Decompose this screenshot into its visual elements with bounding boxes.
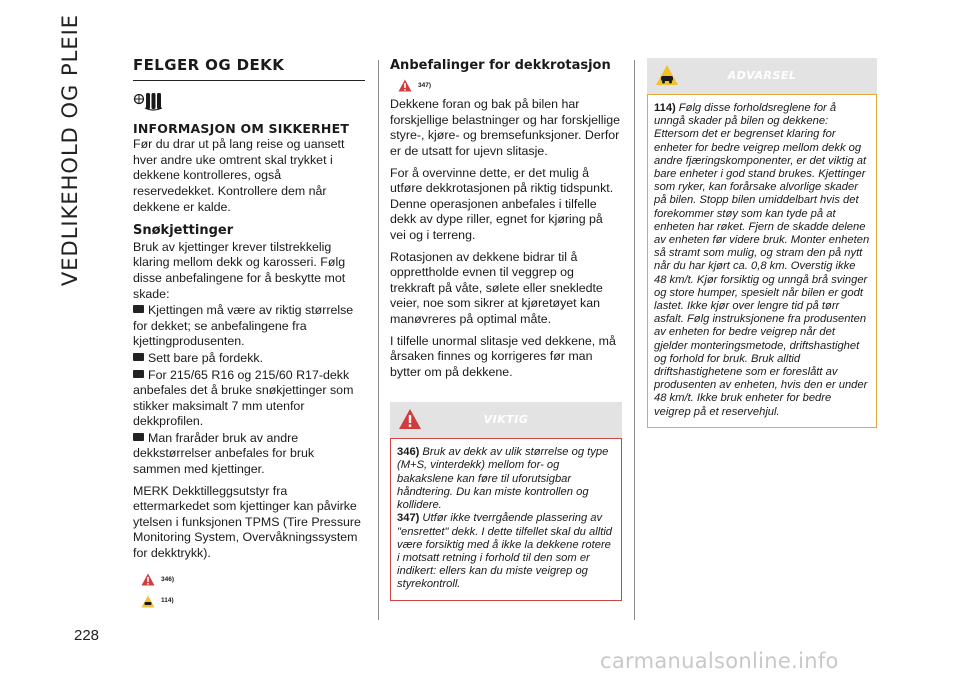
page-number: 228 (74, 627, 100, 644)
snow-chains-heading: Snøkjettinger (133, 223, 234, 239)
column-2 (390, 58, 622, 601)
side-section-title: VEDLIKEHOLD OG PLEIE (58, 13, 82, 287)
bullet-icon (133, 433, 144, 441)
advarsel-header (647, 58, 877, 94)
tire-snowflake-icon (133, 91, 365, 111)
caution-reference[interactable]: 114) (141, 593, 365, 609)
note-text: MERK Dekktilleggsutstyr fra ettermarkedet som kjettinger kan påvirke ytelsen i funksjonen TPMS (Tire Pressure Monitoring System, Overvåkningssystem for dekktrykk). (133, 483, 361, 561)
bullet-item: Man fraråder bruk av andre dekkstørrelser anbefales for bruk sammen med kjettinger. (133, 430, 315, 477)
advarsel-box (647, 58, 877, 428)
advarsel-label: ADVARSEL (727, 69, 797, 83)
viktig-item: 346) Bruk av dekk av ulik størrelse og type (M+S, vinterdekk) mellom for- og bakakslene kan føre til uforutsigbar håndtering. Du kan miste kontrollen og kollidere. (397, 446, 609, 512)
rotation-heading: Anbefalinger for dekkrotasjon (390, 58, 611, 73)
viktig-label: VIKTIG (483, 413, 529, 427)
caution-triangle-icon (141, 595, 155, 608)
bullet-item: Kjettingen må være av riktig størrelse for dekket; se anbefalingene fra kjettingprodusenten. (133, 303, 354, 349)
bullet-item: Sett bare på fordekk. (133, 351, 365, 367)
section-heading: FELGER OG DEKK (133, 58, 365, 81)
bullet-item: For 215/65 R16 og 215/60 R17-dekk anbefales det å bruke snøkjettinger som stikker maksimalt 7 mm utenfor dekkprofilen. (133, 367, 354, 429)
snow-chains-text: Bruk av kjettinger krever tilstrekkelig klaring mellom dekk og karosseri. Følg disse anbefalingene for å beskytte mot skade: (133, 239, 346, 301)
warning-reference[interactable]: 346) (141, 572, 365, 588)
paragraph: Rotasjonen av dekkene bidrar til å opprettholde evnen til veggrep og trekkraft på våte, sølete eller snekledte veier, noe som sikrer at kjøretøyet kan manøvreres på optimal måte. (390, 249, 603, 326)
paragraph: For å overvinne dette, er det mulig å utføre dekkrotasjonen på riktig tidspunkt. Denne operasjonen anbefales i tilfelle dekk av dype riller, egnet for kjøring på vei og i terreng. (390, 165, 614, 242)
bullet-icon (133, 370, 144, 378)
column-1 (133, 58, 365, 609)
paragraph: Dekkene foran og bak på bilen har forskjellige belastninger og har forskjellige styre-, kjøre- og bremsefunksjoner. Derfor er de utsatt for ujevn slitasje. (390, 97, 621, 158)
warning-reference[interactable]: 347) (398, 78, 622, 94)
viktig-box (390, 402, 622, 600)
column-divider-2 (634, 60, 635, 620)
info-text: Før du drar ut på lang reise og uansett hver andre uke omtrent skal trykket i dekkene kontrolleres, også reservedekket. Kontrollere dem når dekkene er kalde. (133, 137, 345, 214)
viktig-body (390, 438, 622, 600)
viktig-item: 347) Utfør ikke tverrgående plassering av "ensrettet" dekk. I dette tilfellet skal du alltid være forsiktig med å ikke la dekkene rotere i motsatt retning i forhold til den som er indikert: ellers kan du miste veigrep og styrekontroll. (397, 512, 613, 591)
warning-triangle-icon (398, 79, 412, 92)
warning-triangle-icon (141, 573, 155, 586)
advarsel-body (647, 94, 877, 428)
caution-triangle-icon (655, 64, 679, 86)
bullet-icon (133, 353, 144, 361)
viktig-header (390, 402, 622, 438)
column-divider-1 (378, 60, 379, 620)
column-3 (647, 58, 877, 428)
advarsel-item: 114) Følg disse forholdsreglene for å unngå skader på bilen og dekkene: Ettersom det er begrenset klaring for enheter for bedre veigrep mellom dekk og andre fjæringskomponenter, er det viktig at bare enheter i god stand brukes. Kjettinger som ryker, kan forårsake alvorlige skader på bilen. Stopp bilen umiddelbart hvis det forekommer støy som kan tyde på at enheten har røket. Fjern de skadde delene av enheten før videre bruk. Monter enheten så stramt som mulig, og stram den på nytt når du har kjørt ca. 0,8 km. Overstig ikke 48 km/t. Kjør forsiktig og unngå brå svinger og store humper, spesielt når bilen er godt lastet. Ikke kjør over lengre tid på tørr asfalt. Følg instruksjonene fra produsenten av enheten for bedre veigrep når det gjelder monteringsmetode, driftshastighet og forhold for bruk. Bruk alltid driftshastighetene som er foreslått av produsenten av enheten, hvis den er under 48 km/t. Ikke bruk enheter for bedre veigrep på et reservehjul. (654, 102, 870, 418)
info-heading: INFORMASJON OM SIKKERHET (133, 120, 350, 136)
warning-triangle-icon (398, 408, 422, 430)
paragraph: I tilfelle unormal slitasje ved dekkene, må årsaken finnes og korrigeres før man bytter om på dekkene. (390, 333, 616, 379)
footer-watermark: carmanualsonline.info (600, 649, 839, 673)
bullet-icon (133, 305, 144, 313)
